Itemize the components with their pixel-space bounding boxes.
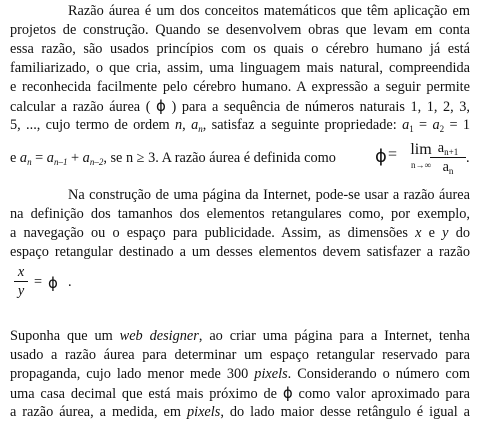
var-y: y: [442, 225, 449, 241]
text: como valor aproximado para: [292, 386, 471, 402]
text: . Considerando o número com: [287, 366, 470, 382]
ratio-numerator: [14, 264, 28, 280]
subscript: 2: [439, 124, 445, 134]
p3-line-1: [10, 327, 470, 346]
text: Na construção de uma página da Internet, pode-se usar a razão áurea: [68, 187, 470, 203]
p3-line-5: [10, 403, 470, 422]
limit-fraction: [430, 140, 466, 175]
period: .: [68, 274, 72, 290]
var-a: a: [82, 150, 90, 166]
text: essa razão, são usados princípios com os quais o cérebro humano já está: [10, 41, 470, 57]
p2-line-3: [10, 224, 470, 243]
p1-line-7: [10, 116, 470, 135]
text: e reconhecida facilmente pelo cérebro humano. A expressão a seguir permite: [10, 79, 470, 95]
subscript: 1: [409, 124, 414, 134]
text: uma casa decimal que está mais próximo de: [10, 386, 283, 402]
text: projetos de construção. Quando se desenvolvem obras que levam em conta: [10, 22, 470, 38]
text: do: [448, 225, 470, 241]
phi-symbol: ϕ: [156, 97, 166, 115]
subscript: n: [198, 124, 203, 134]
text: ,: [182, 117, 192, 133]
xy-ratio-formula: [10, 264, 90, 306]
text: +: [67, 150, 83, 166]
var-x: x: [415, 225, 422, 241]
text: e: [10, 150, 20, 166]
p1-line-3: [10, 40, 470, 59]
var-a: a: [46, 150, 54, 166]
lim-subscript: n→∞: [411, 160, 431, 170]
subscript: n: [27, 157, 32, 167]
text: na definição dos tamanhos dos elementos retangulares como, por exemplo,: [10, 206, 470, 222]
ratio-denominator: [14, 283, 28, 299]
equals-sign: =: [34, 274, 43, 290]
p2-line-4: [10, 243, 470, 262]
phi-symbol: ϕ: [375, 146, 387, 167]
text: espaço retangular destinado a um desses elementos devem satisfazer a razão: [10, 244, 470, 260]
var-x: x: [17, 264, 25, 280]
text: =: [31, 150, 47, 166]
emphasis: pixels: [186, 404, 221, 420]
var-a: a: [442, 159, 449, 175]
p1-line-6: [10, 97, 470, 116]
var-y: y: [17, 283, 25, 299]
fraction-bar: [430, 157, 466, 158]
emphasis: web designer: [119, 328, 199, 344]
text: propaganda, cujo lado menor mede 300: [10, 366, 255, 382]
golden-ratio-formula-line: [10, 140, 470, 180]
text: , satisfaz a seguinte propriedade:: [202, 117, 403, 133]
fraction-bar: [14, 281, 28, 282]
text: e: [421, 225, 443, 241]
text: , se n ≥ 3. A razão áurea é definida como: [103, 150, 336, 166]
var-a: a: [402, 117, 410, 133]
subscript: n+1: [444, 147, 459, 157]
ratio-fraction: [14, 264, 28, 299]
p1-line-1: [68, 2, 470, 21]
text: , do lado maior desse retângulo é igual a: [220, 404, 470, 420]
fraction-denominator: [430, 159, 466, 175]
var-a: a: [437, 140, 445, 156]
text: Suponha que um: [10, 328, 120, 344]
p3-line-3: [10, 365, 470, 384]
text: Razão áurea é um dos conceitos matemáticos que têm aplicação em: [68, 3, 470, 19]
formula-lead-text: [10, 150, 336, 167]
p2-line-1: [68, 186, 470, 205]
text: ) para a sequência de números naturais 1, 1, 2, 3,: [171, 99, 470, 115]
text: a razão áurea, a medida, em: [10, 404, 187, 420]
subscript: n–1: [53, 157, 68, 167]
text: =: [413, 117, 433, 133]
var-a: a: [19, 150, 28, 166]
p3-line-2: [10, 346, 470, 365]
var-n: n: [175, 117, 183, 133]
phi-symbol: ϕ: [48, 274, 58, 292]
subscript: n: [448, 166, 454, 176]
text: calcular a razão áurea (: [10, 99, 151, 115]
phi-symbol: ϕ: [282, 384, 293, 402]
period: .: [466, 150, 470, 166]
var-a: a: [432, 117, 440, 133]
subscript: n–2: [89, 157, 104, 167]
text: a navegação ou o espaço para publicidade. Assim, as dimensões: [10, 225, 416, 241]
p1-line-4: [10, 59, 470, 78]
text: familiarizado, o que cria, assim, uma linguagem mais natural, compreendida: [10, 60, 470, 76]
var-a: a: [191, 117, 199, 133]
text: usado a razão áurea para determinar um espaço retangular reservado para: [10, 347, 470, 363]
text: 5, ..., cujo termo de ordem: [10, 117, 175, 133]
p1-line-2: [10, 21, 470, 40]
emphasis: pixels: [254, 366, 288, 382]
text: = 1: [444, 117, 470, 133]
p3-line-4: [10, 384, 470, 403]
p2-line-2: [10, 205, 470, 224]
p1-line-5: [10, 78, 470, 97]
equals-sign: =: [388, 146, 398, 163]
text: , ao criar uma página para a Internet, tenha: [198, 328, 470, 344]
fraction-numerator: [430, 140, 466, 156]
lim-word: lim: [410, 141, 432, 158]
